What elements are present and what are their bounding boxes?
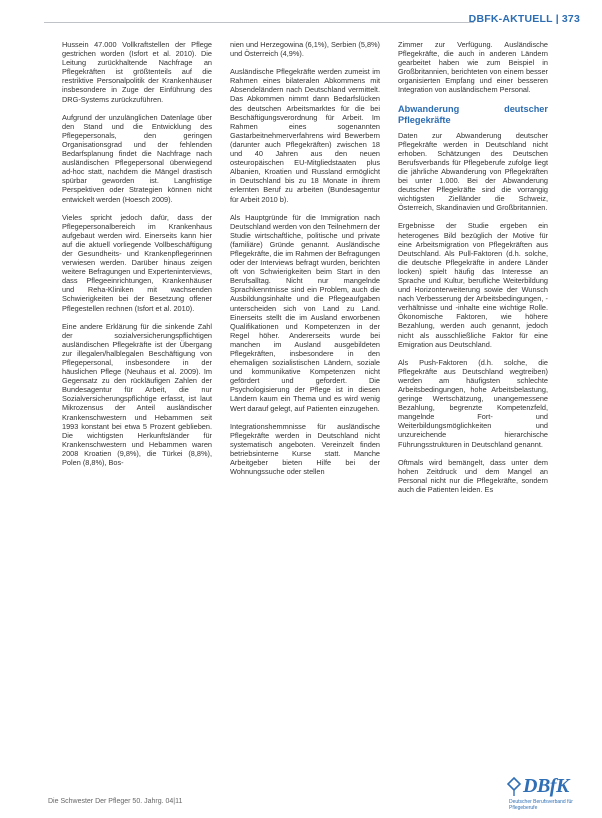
dbfk-logo <box>505 775 597 815</box>
paragraph: Ausländische Pflegekräfte werden zumeist im Rahmen eines bilateralen Abkommens mit Absendeländern nach Deutschland vermittelt. Das Abkommen nimmt dann Bedarfslücken des deutschen Arbeitsmarktes für die bei Beschäftigungsverordnung für Arbeit. Im Rahmen eines sogenannten Gastarbeitnehmerverfahrens wird Bewerbern (darunter auch Pflegekräften) zwischen 18 und 40 Jahren aus den neuen osteuropäischen EU-Mitgliedstaaten plus Albanien, Kroatien und Russland ermöglicht in Deutschland bis zu 18 Monate in ihrem erlernten Beruf zu arbeiten (Bundesagentur für Arbeit 2010 b). <box>230 67 380 204</box>
logo-mark-icon <box>505 775 523 797</box>
paragraph: Als Hauptgründe für die Immigration nach Deutschland werden von den Teilnehmern der Studie wirtschaftliche, politische und private (familiäre) Gründe genannt. Ausländische Pflegekräfte, die im Rahmen der Befragungen oder der Interviews befragt wurden, berichten oft von Schwierigkeiten beim Start in den Berufsalltag. Nicht nur mangelnde Sprachkenntnisse sind ein Problem, auch die Ausbildungsinhalte und die Pflegeaufgaben unterscheiden sich von Land zu Land. Einerseits stellt die im Ausland erworbenen Qualifikationen und Kompetenzen in der Regel höher. Andererseits wurde bei manchen im Ausland ausgebildeten Pflegekräften, insbesondere in den ehemaligen sozialistischen Ländern, soziale und kommunikative Kompetenzen nicht gefördert und gefordert. Die Psychologisierung der Pflege ist in diesen Ländern kaum ein Thema und es wird wenig Wert darauf gelegt, auf Patienten einzugehen. <box>230 212 380 413</box>
section-title: DBFK-AKTUELL <box>468 13 553 25</box>
section-heading: Abwanderung deutscher Pflegekräfte <box>398 103 548 125</box>
page-header <box>0 0 602 40</box>
paragraph: Ergebnisse der Studie ergeben ein heterogenes Bild bezüglich der Motive für eine Arbeitsmigration von Pflegekräften aus Deutschland. Als Pull-Faktoren (d.h. solche, die deutsche Pflegekräfte in andere Länder locken) spielt häufig das Interesse an Sprache und Kultur, berufliche Weiterbildung und Horizonterweiterung sowie der Wunsch nach Verbesserung der Arbeitsbedingungen, -verhältnisse und -inhalte eine wichtige Rolle. Ökonomische Faktoren, wie höhere Bezahlung, werden auch genannt, jedoch nicht als ausschließliche Faktor für eine Emigration aus Deutschland. <box>398 221 548 349</box>
paragraph: Daten zur Abwanderung deutscher Pflegekräfte werden in Deutschland nicht erhoben. Schätzungen des Deutschen Berufsverbands für Pflegeberufe zufolge liegt die jährliche Abwanderung von Pflegekräften bei unter 1.000. Bei der Abwanderung deutscher Pflegekräfte sind die vorrangig wichtigsten Zielländer die Schweiz, Österreich, Skandinavien und Großbritannien. <box>398 130 548 213</box>
paragraph: Integrationshemmnisse für ausländische Pflegekräfte werden in Deutschland nicht systematisch angeboten. Vereinzelt finden betriebsinterne Kurse statt. Manche Arbeitgeber bieten Hilfe bei der Wohnungssuche oder stellen <box>230 421 380 477</box>
paragraph: nien und Herzegowina (6,1%), Serbien (5,8%) und Österreich (4,9%). <box>230 40 380 59</box>
page-number: 373 <box>561 13 580 25</box>
paragraph: Eine andere Erklärung für die sinkende Zahl der sozialversicherungspflichtigen ausländischen Pflegekräfte ist der Übergang zur illegalen/halblegalen Beschäftigung von Pflegepersonal, insbesondere in der häuslichen Pflege (Neuhaus et al. 2009). Im Gegensatz zu den rückläufigen Zahlen der Bundesagentur für Arbeit, die nur Sozialversicherungspflichtige erfasst, ist laut Mikrozensus der Anteil ausländischer Krankenschwestern und Hebammen seit 1993 konstant bei etwa 5 Prozent geblieben. Die wichtigsten Herkunftsländer für Krankenschwestern und Hebammen waren 2008 Kroatien (9,8%), die Türkei (8,8%), Polen (8,8%), Bos- <box>62 321 212 468</box>
paragraph: Hussein 47.000 Vollkraftstellen der Pflege gestrichen worden (Isfort et al. 2010). Die Leitung zurückhaltende Nachfrage an Pflegekräften ist größtenteils auf die restriktive Personalpolitik der Krankenhäuser insbesondere in Zuge der Einführung des DRG-Systems zurückzuführen. <box>62 40 212 104</box>
header-divider: | <box>555 13 559 25</box>
running-head <box>469 13 580 25</box>
paragraph: Aufgrund der unzulänglichen Datenlage über den Stand und die Entwicklung des Pflegepersonals, den geringen Organisationsgrad und der fehlenden Bedarfsplanung findet die Nachfrage nach ausländischen Pflegepersonal überwiegend ad-hoc statt, nachdem die Mängel drastisch spürbar geworden ist. Langfristige Perspektiven oder Strategien können nicht entwickelt werden (Hoesch 2009). <box>62 112 212 204</box>
paragraph: Vieles spricht jedoch dafür, dass der Pflegepersonalbereich im Krankenhaus aufgebaut werden wird. Einerseits kann hier auf die aktuell vorliegende Vollbeschäftigung der Gesundheits- und Krankenpflegerinnen verwiesen werden. Darüber hinaus zeigen weitere Befragungen und Experteninterviews, dass Pflegeeinrichtungen, Krankenhäuser und Reha-Kliniken mit wachsenden Schwierigkeiten bei der Besetzung offener Pflegestellen rechnen (Isfort et al. 2010). <box>62 212 212 313</box>
journal-reference: Die Schwester Der Pfleger 50. Jahrg. 04|11 <box>48 798 183 805</box>
header-rule <box>44 22 474 23</box>
paragraph: Oftmals wird bemängelt, dass unter dem hohen Zeitdruck und dem Mangel an Personal nicht nur die Pflegekräfte, sondern auch die Patienten leiden. Es <box>398 457 548 494</box>
text-column-3 <box>398 40 548 503</box>
paragraph: Als Push-Faktoren (d.h. solche, die Pflegekräfte aus Deutschland wegtreiben) werden am häufigsten schlechte Arbeitsbedingungen, hohe Arbeitsbelastung, geringe Wertschätzung, unangemessene Bezahlung, begrenzte Kompetenzfeld, mangelnde Fort- und Weiterbildungsmöglichkeiten und unzureichende hierarchische Führungsstrukturen in Deutschland genannt. <box>398 357 548 449</box>
text-column-2 <box>230 40 380 485</box>
logo-tagline: Deutscher Berufsverband für Pflegeberufe <box>509 799 573 811</box>
logo-wordmark: DBfK <box>523 775 569 797</box>
paragraph: Zimmer zur Verfügung. Ausländische Pflegekräfte, die auch in anderen Ländern gearbeitet haben wie zum Beispiel in Großbritannien, berichteten von einem besser organisierten Empfang und einer besseren Integration von ausländischem Personal. <box>398 40 548 95</box>
text-column-1 <box>62 40 212 476</box>
